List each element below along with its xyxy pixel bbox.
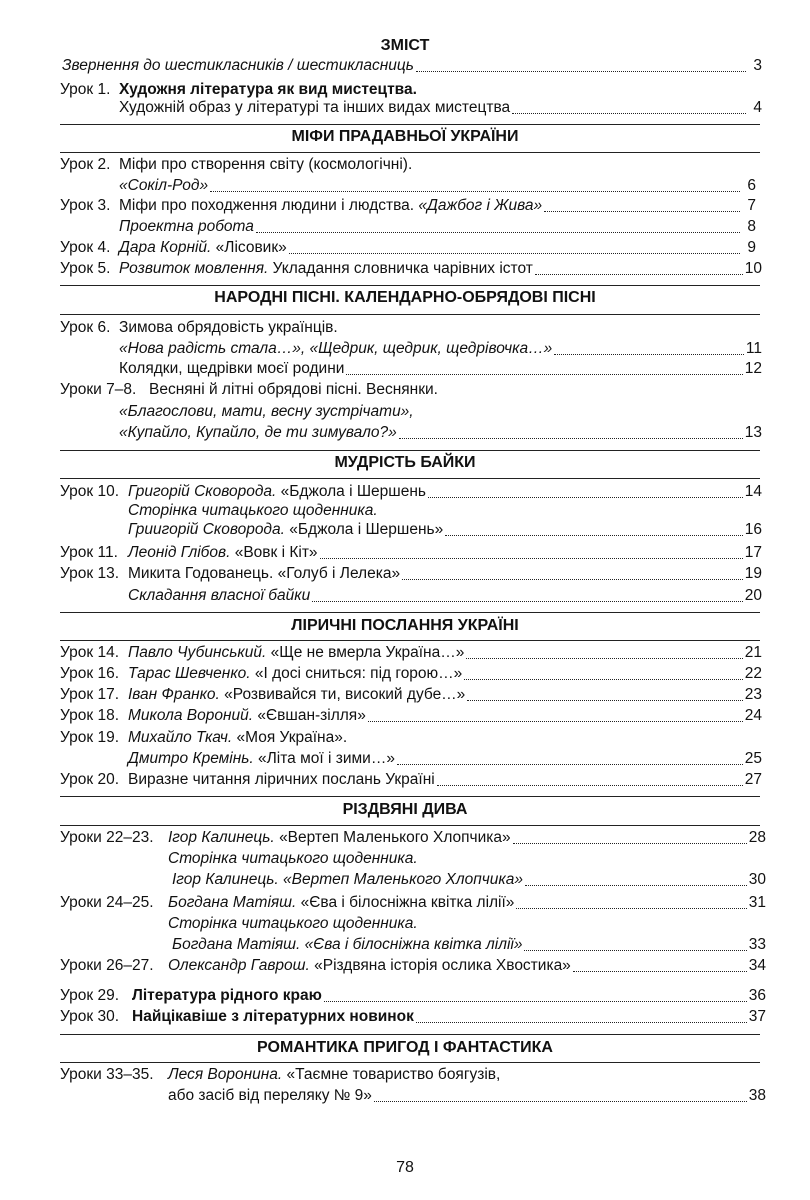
page-ref: 6 xyxy=(747,177,756,194)
toc-entry-lessons-33-35[interactable]: Леся Воронина. «Таємне товариство боягузів, xyxy=(168,1066,501,1083)
toc-entry-lesson-16[interactable]: Тарас Шевченко. «І досі сниться: під горою…» 22 xyxy=(128,665,762,682)
lesson-label: Урок 11. xyxy=(60,544,118,561)
lesson-label: Урок 20. xyxy=(60,771,120,788)
page-ref: 31 xyxy=(748,894,766,911)
toc-entry-lesson-14[interactable]: Павло Чубинський. «Ще не вмерла Україна…» 21 xyxy=(128,644,762,661)
section-divider xyxy=(60,450,760,451)
toc-entry-lesson-3-sub[interactable]: Проектна робота 8 xyxy=(119,218,756,235)
section-divider xyxy=(60,285,760,286)
lesson-label: Урок 18. xyxy=(60,707,120,724)
toc-entry-lessons-24-25[interactable]: Богдана Матіяш. «Єва і білосніжна квітка лілії» 31 xyxy=(168,894,766,911)
lesson-label: Уроки 24–25. xyxy=(60,894,154,911)
toc-entry-lesson-29[interactable]: Література рідного краю 36 xyxy=(132,987,766,1004)
leader-dots xyxy=(525,885,747,886)
toc-entry-lesson-13-sub[interactable]: Складання власної байки 20 xyxy=(128,587,762,604)
leader-dots xyxy=(346,374,742,375)
section-divider xyxy=(60,478,760,479)
toc-entry-lessons-22-23-diary[interactable]: Сторінка читацького щоденника. xyxy=(168,850,418,867)
toc-entry-lesson-6[interactable]: Зимова обрядовість українців. xyxy=(119,319,338,336)
leader-dots xyxy=(416,71,746,72)
page-ref: 20 xyxy=(744,587,762,604)
section-heading-contents: ЗМІСТ xyxy=(380,37,430,54)
toc-entry-lessons-7-8-song-1[interactable]: «Благослови, мати, весну зустрічати», xyxy=(119,403,414,420)
lesson-label: Урок 6. xyxy=(60,319,111,336)
section-divider xyxy=(60,1062,760,1063)
page-ref: 14 xyxy=(744,483,762,500)
lesson-label: Урок 29. xyxy=(60,987,120,1004)
lesson-label: Урок 17. xyxy=(60,686,120,703)
section-divider xyxy=(60,124,760,125)
toc-entry-lesson-1-sub[interactable]: Художній образ у літературі та інших видах мистецтва 4 xyxy=(119,99,762,116)
leader-dots xyxy=(516,908,746,909)
toc-entry-lesson-10-sub[interactable]: Гриигорій Сковорода. «Бджола і Шершень» 16 xyxy=(128,521,762,538)
lesson-label: Урок 16. xyxy=(60,665,120,682)
leader-dots xyxy=(324,1001,747,1002)
section-divider xyxy=(60,1034,760,1035)
lesson-label: Урок 10. xyxy=(60,483,120,500)
toc-entry-lessons-33-35-sub[interactable]: або засіб від переляку № 9» 38 xyxy=(168,1087,766,1104)
toc-entry-lesson-17[interactable]: Іван Франко. «Розвивайся ти, високий дубе…» 23 xyxy=(128,686,762,703)
leader-dots xyxy=(402,579,743,580)
page-ref: 38 xyxy=(748,1087,766,1104)
lesson-label: Уроки 22–23. xyxy=(60,829,154,846)
page-ref: 36 xyxy=(748,987,766,1004)
toc-entry-lesson-2-sub[interactable]: «Сокіл-Род» 6 xyxy=(119,177,756,194)
leader-dots xyxy=(312,601,743,602)
leader-dots xyxy=(374,1101,747,1102)
toc-entry-lesson-4[interactable]: Дара Корній. «Лісовик» 9 xyxy=(119,239,756,256)
lesson-label: Урок 30. xyxy=(60,1008,120,1025)
toc-entry-lesson-6-carols[interactable]: Колядки, щедрівки моєї родини 12 xyxy=(119,360,762,377)
page-ref: 10 xyxy=(744,260,762,277)
page-ref: 37 xyxy=(748,1008,766,1025)
toc-entry-lesson-13[interactable]: Микита Годованець. «Голуб і Лелека» 19 xyxy=(128,565,762,582)
page-ref: 22 xyxy=(744,665,762,682)
lesson-label: Урок 1. xyxy=(60,81,111,98)
toc-entry-lessons-24-25-diary[interactable]: Сторінка читацького щоденника. xyxy=(168,915,418,932)
leader-dots xyxy=(573,971,747,972)
page-ref: 24 xyxy=(744,707,762,724)
leader-dots xyxy=(464,679,742,680)
lesson-label: Урок 19. xyxy=(60,729,120,746)
page-ref: 9 xyxy=(747,239,756,256)
section-heading-christmas: РІЗДВЯНІ ДИВА xyxy=(342,801,468,818)
toc-entry-lesson-10-diary[interactable]: Сторінка читацького щоденника. xyxy=(128,502,378,519)
page-ref: 25 xyxy=(744,750,762,767)
page-ref: 27 xyxy=(744,771,762,788)
section-heading-fables: МУДРІСТЬ БАЙКИ xyxy=(334,454,476,471)
leader-dots xyxy=(554,354,744,355)
toc-entry-lesson-18[interactable]: Микола Вороний. «Євшан-зілля» 24 xyxy=(128,707,762,724)
toc-entry-lesson-10[interactable]: Григорій Сковорода. «Бджола і Шершень 14 xyxy=(128,483,762,500)
leader-dots xyxy=(544,211,740,212)
leader-dots xyxy=(210,191,740,192)
lesson-label: Уроки 7–8. xyxy=(60,381,137,398)
page-ref: 33 xyxy=(748,936,766,953)
page-ref: 17 xyxy=(744,544,762,561)
toc-entry-lesson-1[interactable]: Художня література як вид мистецтва. xyxy=(119,81,417,98)
lesson-label: Уроки 33–35. xyxy=(60,1066,154,1083)
leader-dots xyxy=(466,658,742,659)
page-ref: 30 xyxy=(748,871,766,888)
toc-entry-lesson-6-songs[interactable]: «Нова радість стала…», «Щедрик, щедрик, щедрівочка…» 11 xyxy=(119,340,762,357)
toc-entry-lesson-5[interactable]: Розвиток мовлення. Укладання словничка чарівних істот 10 xyxy=(119,260,762,277)
leader-dots xyxy=(437,785,743,786)
page-ref: 11 xyxy=(745,340,762,357)
lesson-label: Урок 5. xyxy=(60,260,111,277)
section-heading-adventure: РОМАНТИКА ПРИГОД І ФАНТАСТИКА xyxy=(257,1039,553,1056)
leader-dots xyxy=(445,535,743,536)
toc-entry-lesson-11[interactable]: Леонід Глібов. «Вовк і Кіт» 17 xyxy=(128,544,762,561)
page-ref: 16 xyxy=(744,521,762,538)
section-divider xyxy=(60,152,760,153)
leader-dots xyxy=(416,1022,747,1023)
toc-entry-lesson-19[interactable]: Михайло Ткач. «Моя Україна». xyxy=(128,729,348,746)
page-ref: 8 xyxy=(747,218,756,235)
section-divider xyxy=(60,796,760,797)
page-ref: 21 xyxy=(744,644,762,661)
page-ref: 19 xyxy=(744,565,762,582)
page-ref: 13 xyxy=(744,424,762,441)
page-ref: 34 xyxy=(748,957,766,974)
section-heading-folk-songs: НАРОДНІ ПІСНІ. КАЛЕНДАРНО-ОБРЯДОВІ ПІСНІ xyxy=(214,289,596,306)
section-divider xyxy=(60,314,760,315)
section-heading-lyrical-messages: ЛІРИЧНІ ПОСЛАННЯ УКРАЇНІ xyxy=(291,617,519,634)
toc-entry-lessons-22-23[interactable]: Ігор Калинець. «Вертеп Маленького Хлопчика» 28 xyxy=(168,829,766,846)
leader-dots xyxy=(512,113,746,114)
leader-dots xyxy=(320,558,743,559)
leader-dots xyxy=(467,700,742,701)
leader-dots xyxy=(397,764,743,765)
toc-entry-intro[interactable]: Звернення до шестикласників / шестикласниць 3 xyxy=(62,57,762,74)
leader-dots xyxy=(535,274,743,275)
lesson-label: Уроки 26–27. xyxy=(60,957,154,974)
toc-entry-lesson-19-sub[interactable]: Дмитро Кремінь. «Літа мої і зими…» 25 xyxy=(128,750,762,767)
toc-entry-lessons-22-23-sub[interactable]: Ігор Калинець. «Вертеп Маленького Хлопчика» 30 xyxy=(172,871,766,888)
lesson-label: Урок 13. xyxy=(60,565,120,582)
leader-dots xyxy=(256,232,740,233)
section-heading-myths: МІФИ ПРАДАВНЬОЇ УКРАЇНИ xyxy=(291,128,519,145)
leader-dots xyxy=(289,253,740,254)
toc-entry-lessons-7-8-song-2[interactable]: «Купайло, Купайло, де ти зимувало?» 13 xyxy=(119,424,762,441)
page-ref: 23 xyxy=(744,686,762,703)
page-number: 78 xyxy=(396,1159,414,1176)
toc-entry-lessons-24-25-sub[interactable]: Богдана Матіяш. «Єва і білосніжна квітка лілії» 33 xyxy=(172,936,766,953)
lesson-label: Урок 3. xyxy=(60,197,111,214)
leader-dots xyxy=(428,497,743,498)
leader-dots xyxy=(513,843,747,844)
section-divider xyxy=(60,612,760,613)
section-divider xyxy=(60,640,760,641)
page-ref: 7 xyxy=(747,197,756,214)
leader-dots xyxy=(399,438,743,439)
section-divider xyxy=(60,825,760,826)
toc-entry-lesson-20[interactable]: Виразне читання ліричних послань Україні 27 xyxy=(128,771,762,788)
toc-entry-lesson-30[interactable]: Найцікавіше з літературних новинок 37 xyxy=(132,1008,766,1025)
toc-entry-lesson-2[interactable]: Міфи про створення світу (космологічні). xyxy=(119,156,413,173)
page-ref: 12 xyxy=(744,360,762,377)
leader-dots xyxy=(368,721,743,722)
lesson-label: Урок 2. xyxy=(60,156,111,173)
page-ref: 3 xyxy=(753,57,762,74)
lesson-label: Урок 14. xyxy=(60,644,120,661)
toc-entry-lessons-26-27[interactable]: Олександр Гаврош. «Різдвяна історія ослика Хвостика» 34 xyxy=(168,957,766,974)
leader-dots xyxy=(524,950,746,951)
lesson-label: Урок 4. xyxy=(60,239,111,256)
toc-entry-lesson-3[interactable]: Міфи про походження людини і людства. «Дажбог і Жива» 7 xyxy=(119,197,756,214)
page-ref: 28 xyxy=(748,829,766,846)
toc-entry-lessons-7-8[interactable]: Весняні й літні обрядові пісні. Веснянки. xyxy=(149,381,438,398)
page-ref: 4 xyxy=(753,99,762,116)
